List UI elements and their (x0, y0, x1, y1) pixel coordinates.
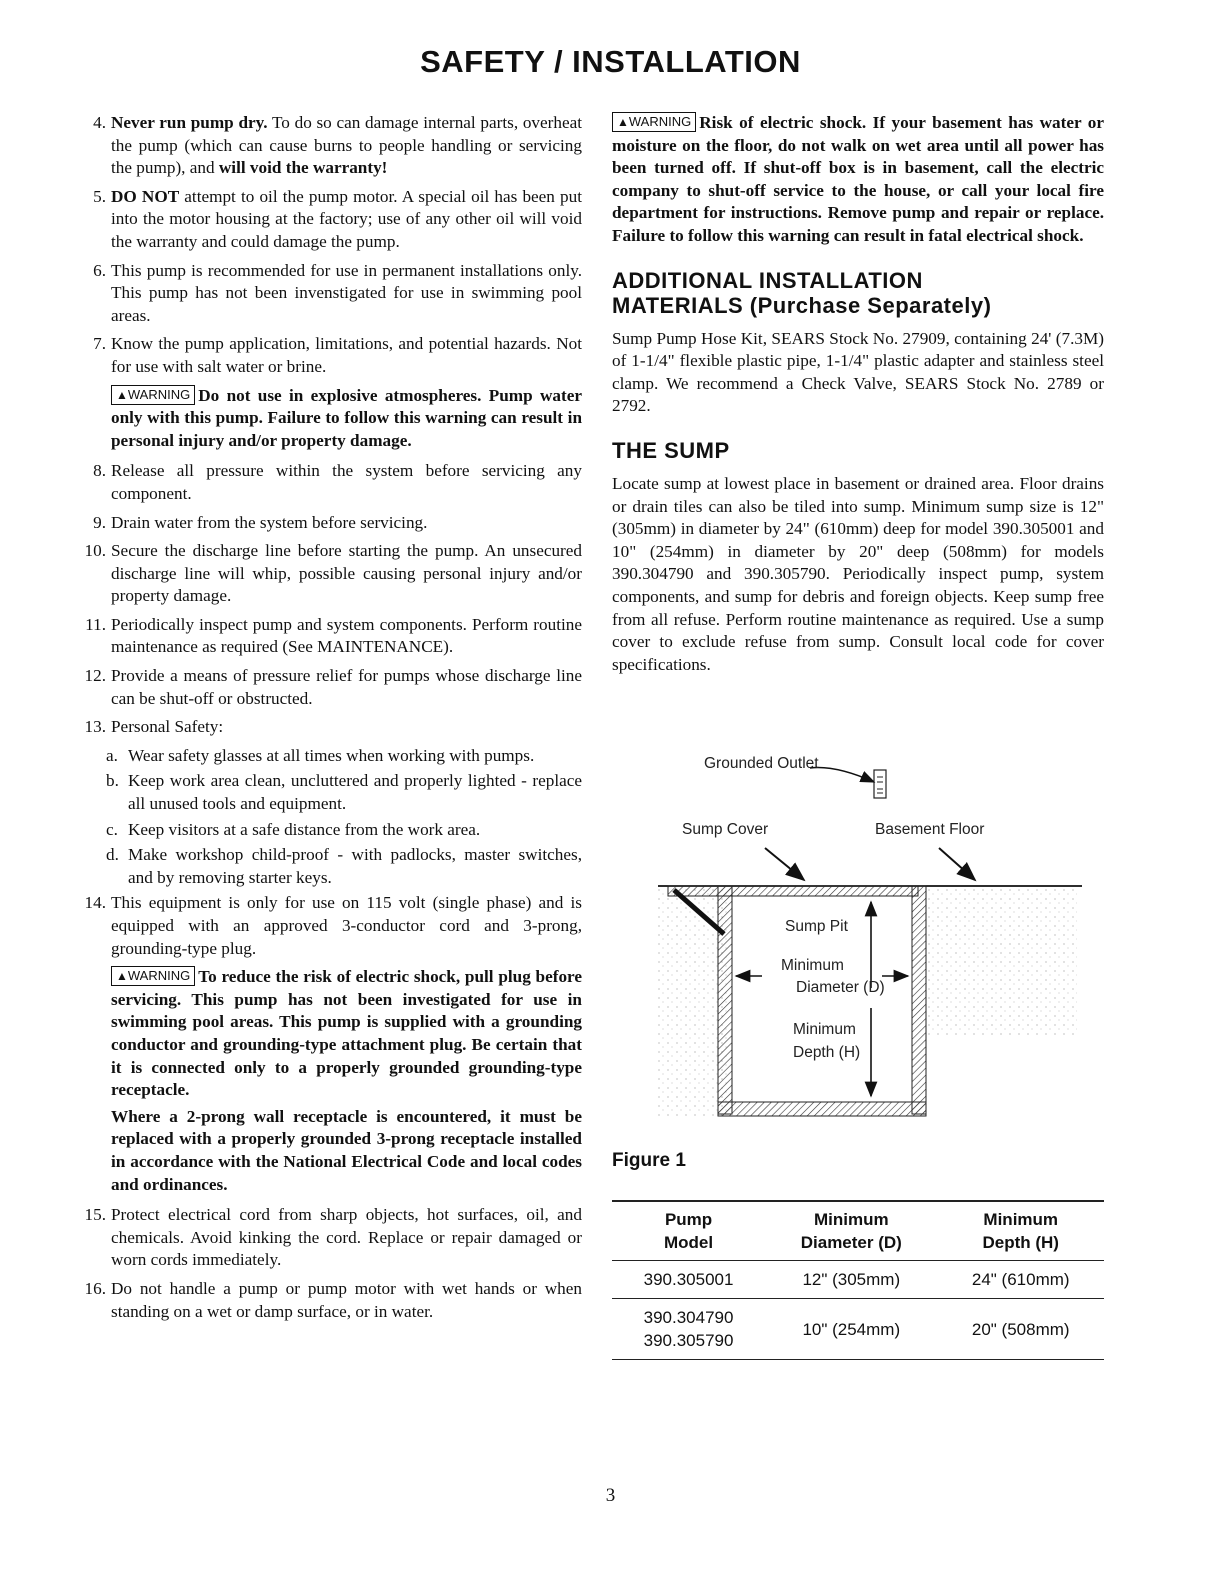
list-item: 13. Personal Safety: (84, 717, 224, 737)
heading-the-sump: THE SUMP (612, 437, 730, 463)
warning-triangle-icon: ▲ (617, 115, 629, 129)
heading-additional-materials: ADDITIONAL INSTALLATION MATERIALS (Purchase Separately) (612, 267, 992, 318)
warning-explosive: ▲WARNING Do not use in explosive atmospheres. Pump water only with this pump. Failure to follow this warning can result in personal injury and/or property damage. (111, 385, 582, 450)
cell-model: 390.304790 390.305790 (643, 1308, 734, 1350)
warning-triangle-icon: ▲ (116, 969, 128, 984)
outlet-icon (874, 770, 886, 798)
right-column (612, 112, 1104, 676)
label-sump-pit: Sump Pit (785, 918, 848, 935)
warning-shock-receptacle: Where a 2-prong wall receptacle is encountered, it must be replaced with a properly grounded 3-prong receptacle installed in accordance with the National Electrical Code and local codes and ordinances. (111, 1106, 582, 1194)
label-diameter: Diameter (D) (796, 979, 885, 996)
sump-diagram-drawing (612, 752, 1104, 1182)
sub-list-item: d. Make workshop child-proof - with padlocks, master switches, and by removing starter keys. (106, 845, 582, 887)
list-item: 7. Know the pump application, limitations, and potential hazards. Not for use with salt water or brine. (93, 334, 582, 376)
label-grounded-outlet: Grounded Outlet (704, 755, 819, 772)
warning-badge: ▲WARNING (612, 112, 696, 132)
cell-depth: 20" (508mm) (971, 1319, 1070, 1339)
list-item: 6. This pump is recommended for use in permanent installations only. This pump has not been invenstigated for use in swimming pool areas. (93, 260, 582, 325)
page-number: 3 (605, 1485, 616, 1506)
cell-diameter: 10" (254mm) (802, 1319, 901, 1339)
header-minimum-depth: Minimum Depth (H) (982, 1210, 1059, 1252)
label-basement-floor: Basement Floor (875, 821, 985, 838)
list-item: 9. Drain water from the system before servicing. (93, 512, 428, 532)
sub-list-item: a. Wear safety glasses at all times when working with pumps. (106, 745, 535, 765)
table-header-row (612, 1201, 1104, 1261)
list-item: 10. Secure the discharge line before starting the pump. An unsecured discharge line will whip, possible causing personal injury and/or property damage. (84, 541, 582, 606)
header-minimum-diameter: Minimum Diameter (D) (800, 1210, 902, 1252)
list-item: 12. Provide a means of pressure relief for pumps whose discharge line can be shut-off or obstructed. (84, 666, 582, 708)
label-minimum-depth: Minimum (793, 1021, 856, 1038)
warning-badge: ▲WARNING (111, 385, 195, 405)
sump-size-table (612, 1200, 1104, 1360)
warning-badge: ▲WARNING (111, 966, 195, 986)
table-row (612, 1299, 1104, 1360)
page-title: SAFETY / INSTALLATION (420, 44, 801, 79)
sub-list-item: c. Keep visitors at a safe distance from the work area. (106, 819, 481, 839)
cell-model: 390.305001 (643, 1270, 734, 1289)
list-item: 5. DO NOT attempt to oil the pump motor. A special oil has been put into the motor housing at the factory; use of any other oil will void the warranty and could damage the pump. (93, 186, 582, 251)
list-item: 15. Protect electrical cord from sharp objects, hot surfaces, oil, and chemicals. Avoid kinking the cord. Replace or repair damaged or worn cords immediately. (84, 1205, 582, 1270)
header-pump-model: Pump Model (664, 1210, 714, 1252)
sump-paragraph: Locate sump at lowest place in basement or drained area. Floor drains or drain tiles can also be tiled into sump. Minimum sump size is 12" (305mm) in diameter by 24" (610mm) deep for model 390.305001 and 10" (254mm) in diameter by 20" deep (508mm) for models 390.304790 and 390.305790. Periodically inspect pump, system components, and sump for debris and foreign objects. Keep sump free from all refuse. Perform routine maintenance as required. Use a sump cover to exclude refuse from sump. Consult local code for cover specifications. (612, 473, 1104, 674)
label-minimum-diameter: Minimum (781, 957, 844, 974)
sump-diagram (612, 752, 1104, 1182)
cell-diameter: 12" (305mm) (802, 1270, 901, 1289)
materials-paragraph: Sump Pump Hose Kit, SEARS Stock No. 27909, containing 24' (7.3M) of 1-1/4" flexible plastic pipe, 1-1/4" plastic adapter and stainless steel clamp. We recommend a Check Valve, SEARS Stock No. 2789 or 2792. (612, 328, 1104, 416)
label-sump-cover: Sump Cover (682, 821, 769, 838)
warning-basement: ▲WARNING Risk of electric shock. If your basement has water or moisture on the floor, do not walk on wet area until all power has been turned off. If shut-off box is in basement, call the electric company to shut-off service to the house, or call your local fire department for instructions. Remove pump and repair or replace. Failure to follow this warning can result in fatal electrical shock. (612, 113, 1104, 245)
label-depth: Depth (H) (793, 1044, 861, 1061)
table-row (612, 1261, 1104, 1299)
list-item: 14. This equipment is only for use on 115 volt (single phase) and is equipped with an approved 3-conductor cord and 3-prong, grounding-type plug. (84, 893, 582, 958)
list-item: 8. Release all pressure within the system before servicing any component. (93, 461, 582, 503)
list-item: 16. Do not handle a pump or pump motor with wet hands or when standing on a wet or damp surface, or in water. (84, 1278, 582, 1321)
sub-list-item: b. Keep work area clean, uncluttered and properly lighted - replace all unused tools and equipment. (106, 771, 582, 814)
figure-caption: Figure 1 (612, 1150, 686, 1171)
list-item: 11. Periodically inspect pump and system components. Perform routine maintenance as required (See MAINTENANCE). (85, 614, 582, 657)
warning-shock: ▲WARNING To reduce the risk of electric shock, pull plug before servicing. This pump has not been investigated for use in swimming pool areas. This pump is supplied with a grounding conductor and grounding-type attachment plug. Be certain that it is connected only to a properly grounded grounding-type receptacle. (111, 967, 582, 1100)
warning-triangle-icon: ▲ (116, 387, 128, 402)
cell-depth: 24" (610mm) (971, 1270, 1070, 1289)
left-column (84, 112, 582, 1329)
list-item: 4. Never run pump dry. To do so can damage internal parts, overheat the pump (which can cause burns to people handling or servicing the pump), and will void the warranty! (93, 113, 582, 178)
